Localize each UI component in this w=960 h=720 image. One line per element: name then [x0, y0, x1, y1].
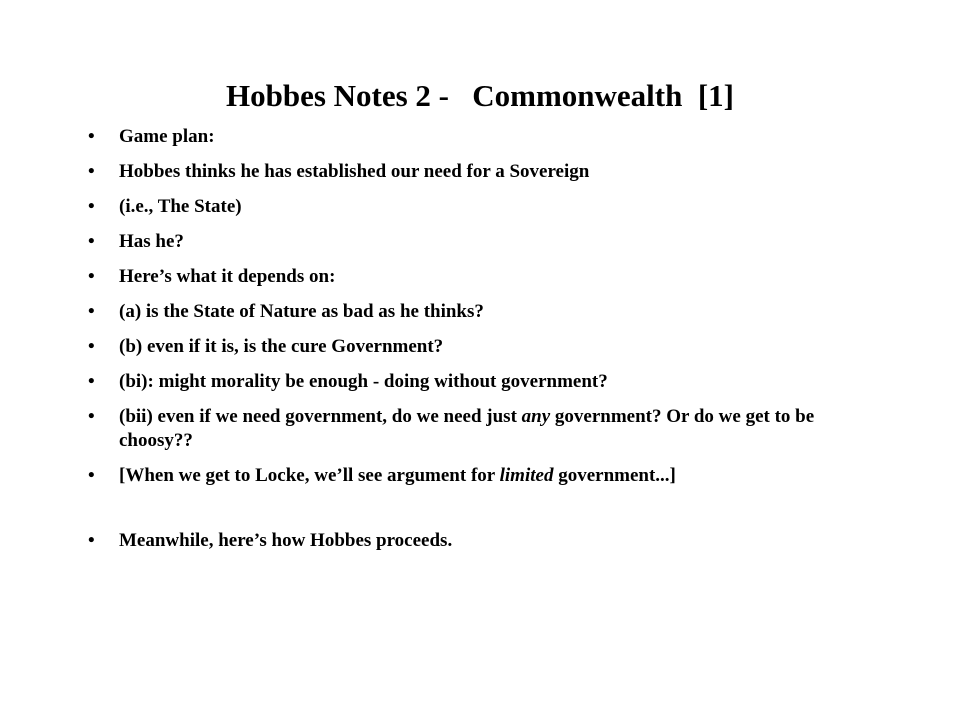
- bullet-emphasis: limited: [499, 465, 554, 486]
- bullet-icon: •: [88, 336, 95, 357]
- bullet-icon: •: [88, 530, 95, 551]
- bullet-text: (a) is the State of Nature as bad as he thinks?: [119, 301, 484, 322]
- bullet-text: Hobbes thinks he has established our need for a Sovereign: [119, 161, 590, 182]
- bullet-icon: •: [88, 371, 95, 392]
- slide-title: Hobbes Notes 2 - Commonwealth [1]: [225, 78, 735, 113]
- bullet-text-end: government? Or do we get to be choosy??: [119, 406, 815, 451]
- bullet-text: (i.e., The State): [119, 196, 242, 217]
- bullet-text: Game plan:: [119, 126, 215, 147]
- bullet-item: [88, 125, 888, 149]
- bullet-list: [88, 125, 888, 564]
- bullet-icon: •: [88, 126, 95, 147]
- bullet-item: [88, 464, 888, 488]
- bullet-icon: •: [88, 301, 95, 322]
- bullet-text-end: government...]: [553, 465, 676, 486]
- bullet-icon: •: [88, 266, 95, 287]
- bullet-icon: •: [88, 161, 95, 182]
- bullet-text: [119, 406, 814, 451]
- bullet-item: [88, 529, 888, 553]
- bullet-item: [88, 370, 888, 394]
- bullet-text: Has he?: [119, 231, 184, 252]
- bullet-icon: •: [88, 196, 95, 217]
- bullet-text: Meanwhile, here’s how Hobbes proceeds.: [119, 530, 453, 551]
- bullet-item: [88, 405, 888, 453]
- bullet-item: [88, 265, 888, 289]
- bullet-icon: •: [88, 465, 95, 486]
- bullet-icon: •: [88, 406, 95, 427]
- bullet-text: Here’s what it depends on:: [119, 266, 336, 287]
- bullet-emphasis: any: [521, 406, 551, 427]
- bullet-item: [88, 230, 888, 254]
- bullet-text: [119, 465, 676, 486]
- bullet-item: [88, 160, 888, 184]
- bullet-text: (b) even if it is, is the cure Government?: [119, 336, 444, 357]
- bullet-item: [88, 335, 888, 359]
- bullet-text-start: [When we get to Locke, we’ll see argument for: [119, 465, 500, 486]
- bullet-icon: •: [88, 231, 95, 252]
- bullet-item: [88, 300, 888, 324]
- bullet-text: (bi): might morality be enough - doing without government?: [119, 371, 608, 392]
- bullet-text-start: (bii) even if we need government, do we need just: [119, 406, 522, 427]
- bullet-item: [88, 195, 888, 219]
